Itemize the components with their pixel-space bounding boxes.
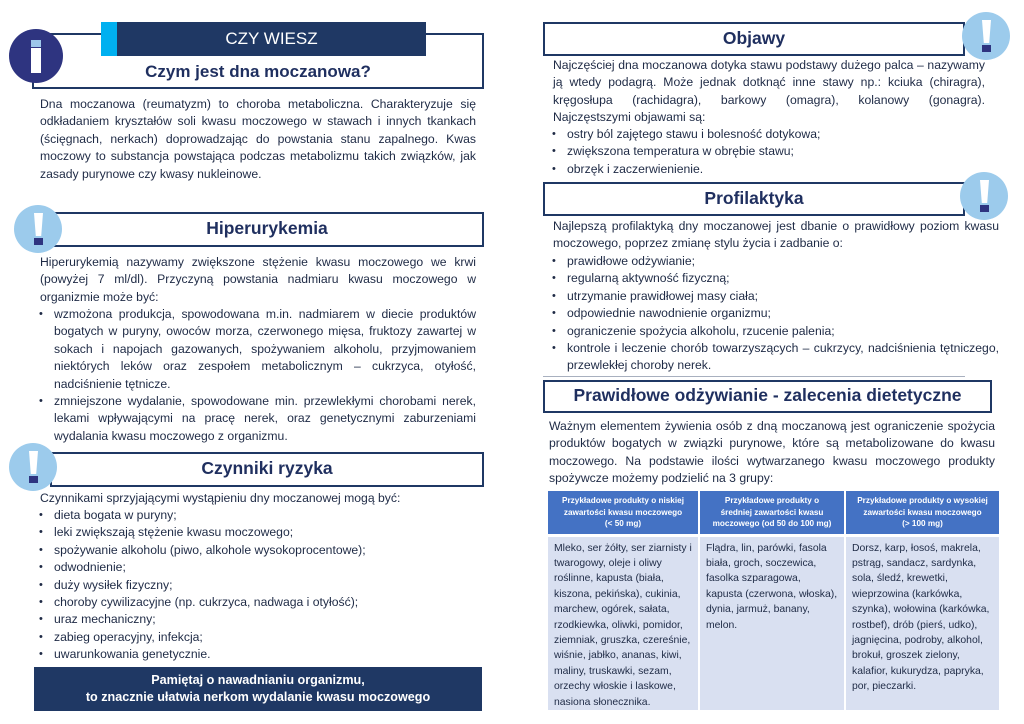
risk-factors-intro: Czynnikami sprzyjającymi wystąpieniu dny moczanowej mogą być: <box>40 491 401 505</box>
symptoms-list <box>549 126 985 178</box>
did-you-know-title: Czym jest dna moczanowa? <box>145 62 371 81</box>
list-item: • prawidłowe odżywianie; <box>549 253 999 270</box>
list-item: • zwiększona temperatura w obrębie stawu; <box>549 143 985 160</box>
hyperuricemia-title: Hiperurykemia <box>206 218 328 238</box>
list-item: • choroby cywilizacyjne (np. cukrzyca, nadwaga i otyłość); <box>36 594 476 611</box>
list-item: • dieta bogata w puryny; <box>36 507 476 524</box>
divider <box>543 376 965 377</box>
banner-line-1: Pamiętaj o nawadnianiu organizmu, <box>151 673 365 687</box>
list-item: • odwodnienie; <box>36 559 476 576</box>
table-cell-medium: Flądra, lin, parówki, fasola biała, groch, soczewica, fasolka szparagowa, kapusta (czerwona, włoska), dynia, jarmuż, banany, melon. <box>700 534 846 710</box>
exclamation-icon <box>960 172 1008 220</box>
prevention-list <box>549 253 999 375</box>
table-header-medium: Przykładowe produkty o średniej zawartości kwasu moczowego (od 50 do 100 mg) <box>700 491 846 534</box>
list-item: • uraz mechaniczny; <box>36 611 476 628</box>
list-item: • zabieg operacyjny, infekcja; <box>36 629 476 646</box>
did-you-know-accent <box>101 22 117 56</box>
banner-line-2: to znacznie ułatwia nerkom wydalanie kwasu moczowego <box>85 690 431 704</box>
list-item: • obrzęk i zaczerwienienie. <box>549 161 985 178</box>
table-row <box>548 534 999 710</box>
list-item: • duży wysiłek fizyczny; <box>36 577 476 594</box>
symptoms-intro: Najczęściej dna moczanowa dotyka stawu podstawy dużego palca – nazywamy ją wtedy podagrą. Może jednak dotknąć inne stawy np.: kciuka (chiragra), kręgosłupa (rachidagra), barkowy (omagra), kolanowy (gonagra). Najczęstszymi objawami są: <box>553 58 985 125</box>
list-item: • leki zwiększają stężenie kwasu moczowego; <box>36 524 476 541</box>
table-header-low: Przykładowe produkty o niskiej zawartości kwasu moczowego (< 50 mg) <box>548 491 700 534</box>
table-cell-low: Mleko, ser żółty, ser ziarnisty i twarogowy, oleje i oliwy roślinne, kapusta (biała, kiszona, pekińska), cukinia, marchew, ogórek, sałata, rzodkiewka, oliwki, pomidor, ziemniak, gruszka, czereśnie, wiśnie, jabłko, ananas, kiwi, maliny, truskawki, sezam, orzechy włoskie i laskowe, nasiona słonecznika. <box>548 534 700 710</box>
list-item: • regularną aktywność fizyczną; <box>549 270 999 287</box>
risk-factors-list <box>36 507 476 664</box>
did-you-know-label: CZY WIESZ <box>225 29 318 48</box>
risk-factors-title: Czynniki ryzyka <box>201 458 333 478</box>
table-header-high: Przykładowe produkty o wysokiej zawartości kwasu moczowego (> 100 mg) <box>846 491 999 534</box>
list-item: • wzmożona produkcja, spowodowana m.in. nadmiarem w diecie produktów bogatych w puryny, owoców morza, czerwonego mięsa, fruktozy zawartej w sokach i napojach gazowanych, spożywaniem alkoholu, przyjmowaniem niektórych leków oraz zespołem metabolicznym – cukrzyca, otyłość, nadciśnienie tętnicze. <box>36 306 476 393</box>
symptoms-title: Objawy <box>722 28 786 48</box>
list-item: • kontrole i leczenie chorób towarzyszących – cukrzycy, nadciśnienia tętniczego, przewlekłej choroby nerek. <box>549 340 999 375</box>
nutrition-intro: Ważnym elementem żywienia osób z dną moczanową jest ograniczenie spożycia produktów bogatych w związki purynowe, które są metabolizowane do kwasu moczowego. Na podstawie ilości wytwarzanego kwasu moczowego produkty spożywcze możemy podzielić na 3 grupy: <box>549 419 995 486</box>
hyperuricemia-list <box>36 306 476 445</box>
purine-products-table <box>548 491 999 710</box>
exclamation-icon <box>9 443 57 491</box>
hydration-banner <box>34 667 482 711</box>
list-item: • odpowiednie nawodnienie organizmu; <box>549 305 999 322</box>
prevention-title: Profilaktyka <box>704 188 804 208</box>
list-item: • zmniejszone wydalanie, spowodowane min. przewlekłymi chorobami nerek, lekami wpływającymi na pracę nerek, oraz genetycznymi zaburzeniami wydalania kwasu moczowego z organizmu. <box>36 393 476 445</box>
table-cell-high: Dorsz, karp, łosoś, makrela, pstrąg, sandacz, sardynka, sola, śledź, krewetki, wieprzowina (karkówka, szynka), wołowina (karkówka, rostbef), drób (pierś, udko), jagnięcina, podroby, alkohol, brokuł, groszek zielony, kalafior, kukurydza, papryka, por, pieczarki. <box>846 534 999 710</box>
exclamation-icon <box>962 12 1010 60</box>
list-item: • ograniczenie spożycia alkoholu, rzucenie palenia; <box>549 323 999 340</box>
list-item: • ostry ból zajętego stawu i bolesność dotykowa; <box>549 126 985 143</box>
list-item: • spożywanie alkoholu (piwo, alkohole wysokoprocentowe); <box>36 542 476 559</box>
info-icon <box>9 29 63 83</box>
prevention-intro: Najlepszą profilaktyką dny moczanowej jest dbanie o prawidłowy poziom kwasu moczowego, poprzez zmianę stylu życia i zadbanie o: <box>553 219 999 251</box>
hyperuricemia-intro: Hiperurykemią nazywamy zwiększone stężenie kwasu moczowego we krwi (powyżej 7 ml/dl). Przyczyną powstania nadmiaru kwasu moczowego w organizmie może być: <box>40 255 476 304</box>
exclamation-icon <box>14 205 62 253</box>
did-you-know-text: Dna moczanowa (reumatyzm) to choroba metaboliczna. Charakteryzuje się odkładaniem kryształów soli kwasu moczowego w stawach i innych tkankach (ścięgnach, nerkach) doprowadzając do powstania stanu zapalnego. Kwas moczowy to substancja powstająca podczas metabolizmu takich związków, jak zasady purynowe czy kwasy nukleinowe. <box>40 97 476 181</box>
list-item: • utrzymanie prawidłowej masy ciała; <box>549 288 999 305</box>
nutrition-title: Prawidłowe odżywianie - zalecenia dietetyczne <box>573 385 962 405</box>
list-item: • uwarunkowania genetycznie. <box>36 646 476 663</box>
